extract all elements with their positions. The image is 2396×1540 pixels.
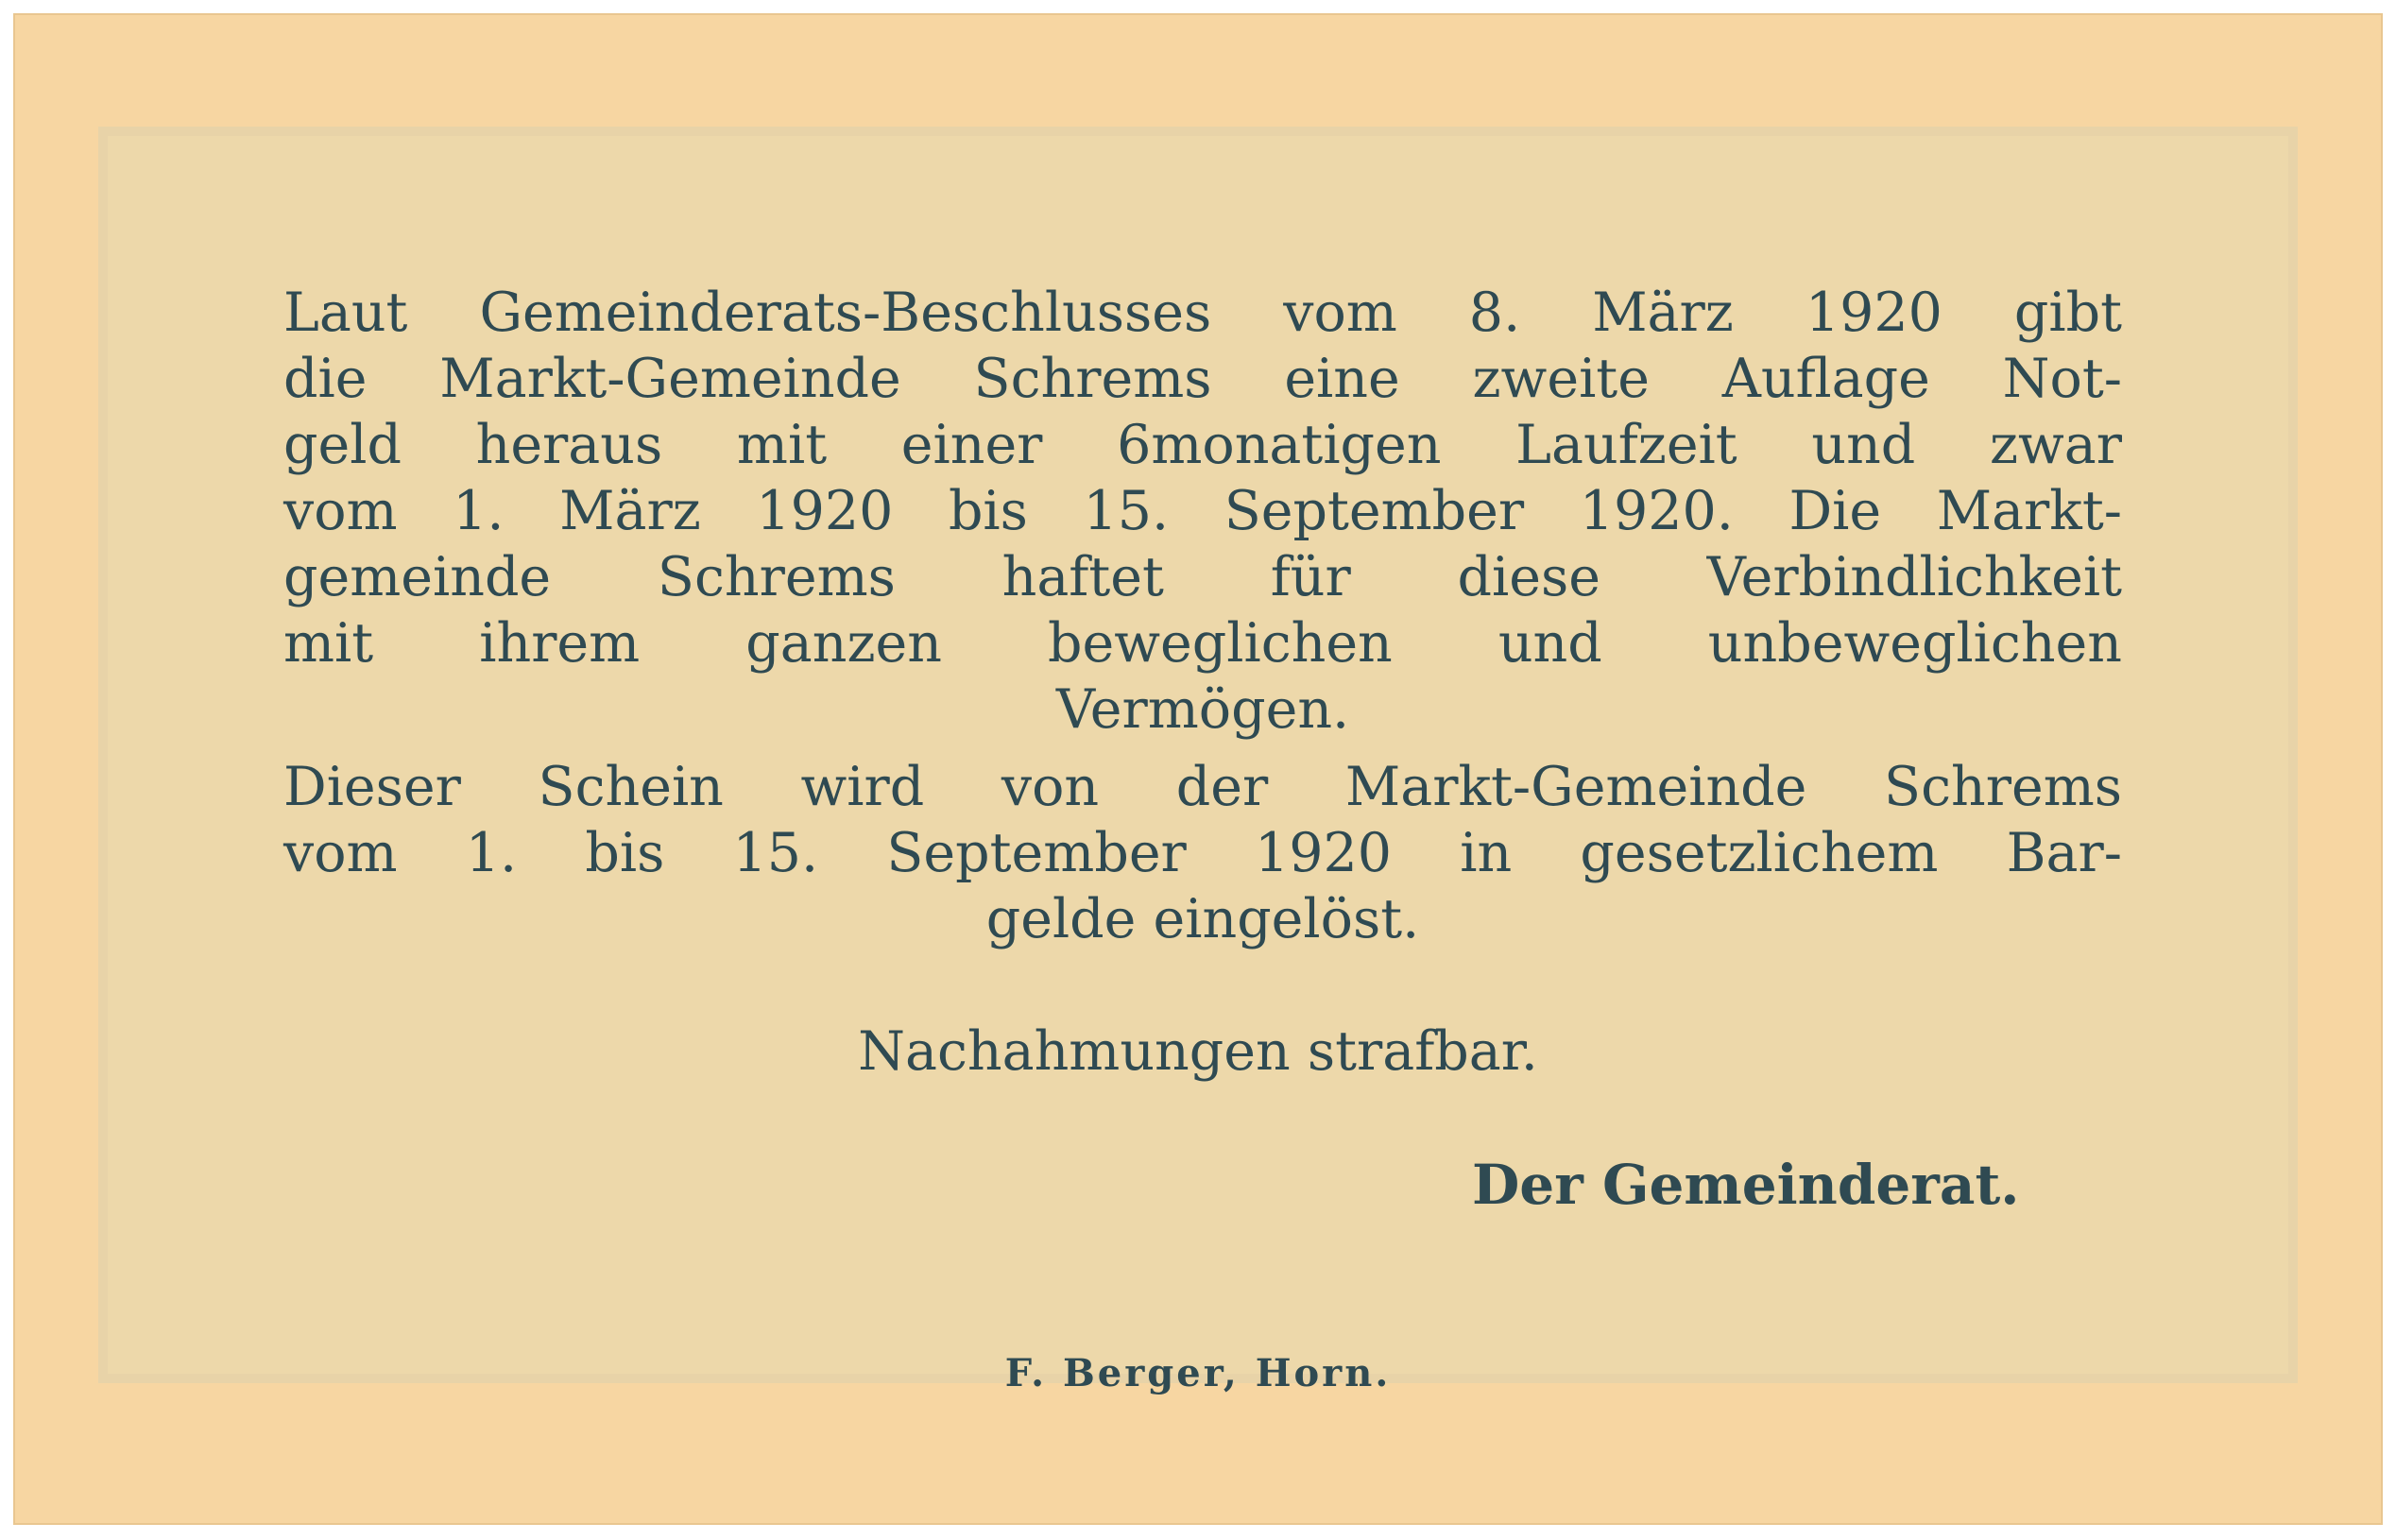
paragraph-2-line-2: vom 1. bis 15. September 1920 in gesetzlichem Bar-	[283, 822, 2122, 884]
paragraph-1-line-3: geld heraus mit einer 6monatigen Laufzeit und zwar	[283, 414, 2122, 476]
paragraph-1-line-4: vom 1. März 1920 bis 15. September 1920. Die Markt-	[283, 480, 2122, 542]
paragraph-1-line-7: Vermögen.	[1055, 678, 1350, 741]
paragraph-1-line-6: mit ihrem ganzen beweglichen und unbeweglichen	[283, 612, 2122, 675]
counterfeit-warning: Nachahmungen strafbar.	[858, 1020, 1538, 1083]
paragraph-1-line-1: Laut Gemeinderats-Beschlusses vom 8. März 1920 gibt	[283, 282, 2122, 344]
paragraph-1-line-2: die Markt-Gemeinde Schrems eine zweite Auflage Not-	[283, 348, 2122, 410]
decree-text	[283, 280, 2122, 952]
printer-imprint: F. Berger, Horn.	[1004, 1351, 1392, 1395]
paragraph-1-line-5: gemeinde Schrems haftet für diese Verbindlichkeit	[283, 546, 2122, 608]
paragraph-2-line-3: gelde eingelöst.	[985, 888, 1420, 950]
paragraph-2-line-1: Dieser Schein wird von der Markt-Gemeinde Schrems	[283, 756, 2122, 818]
signature-line: Der Gemeinderat.	[1472, 1153, 2020, 1217]
